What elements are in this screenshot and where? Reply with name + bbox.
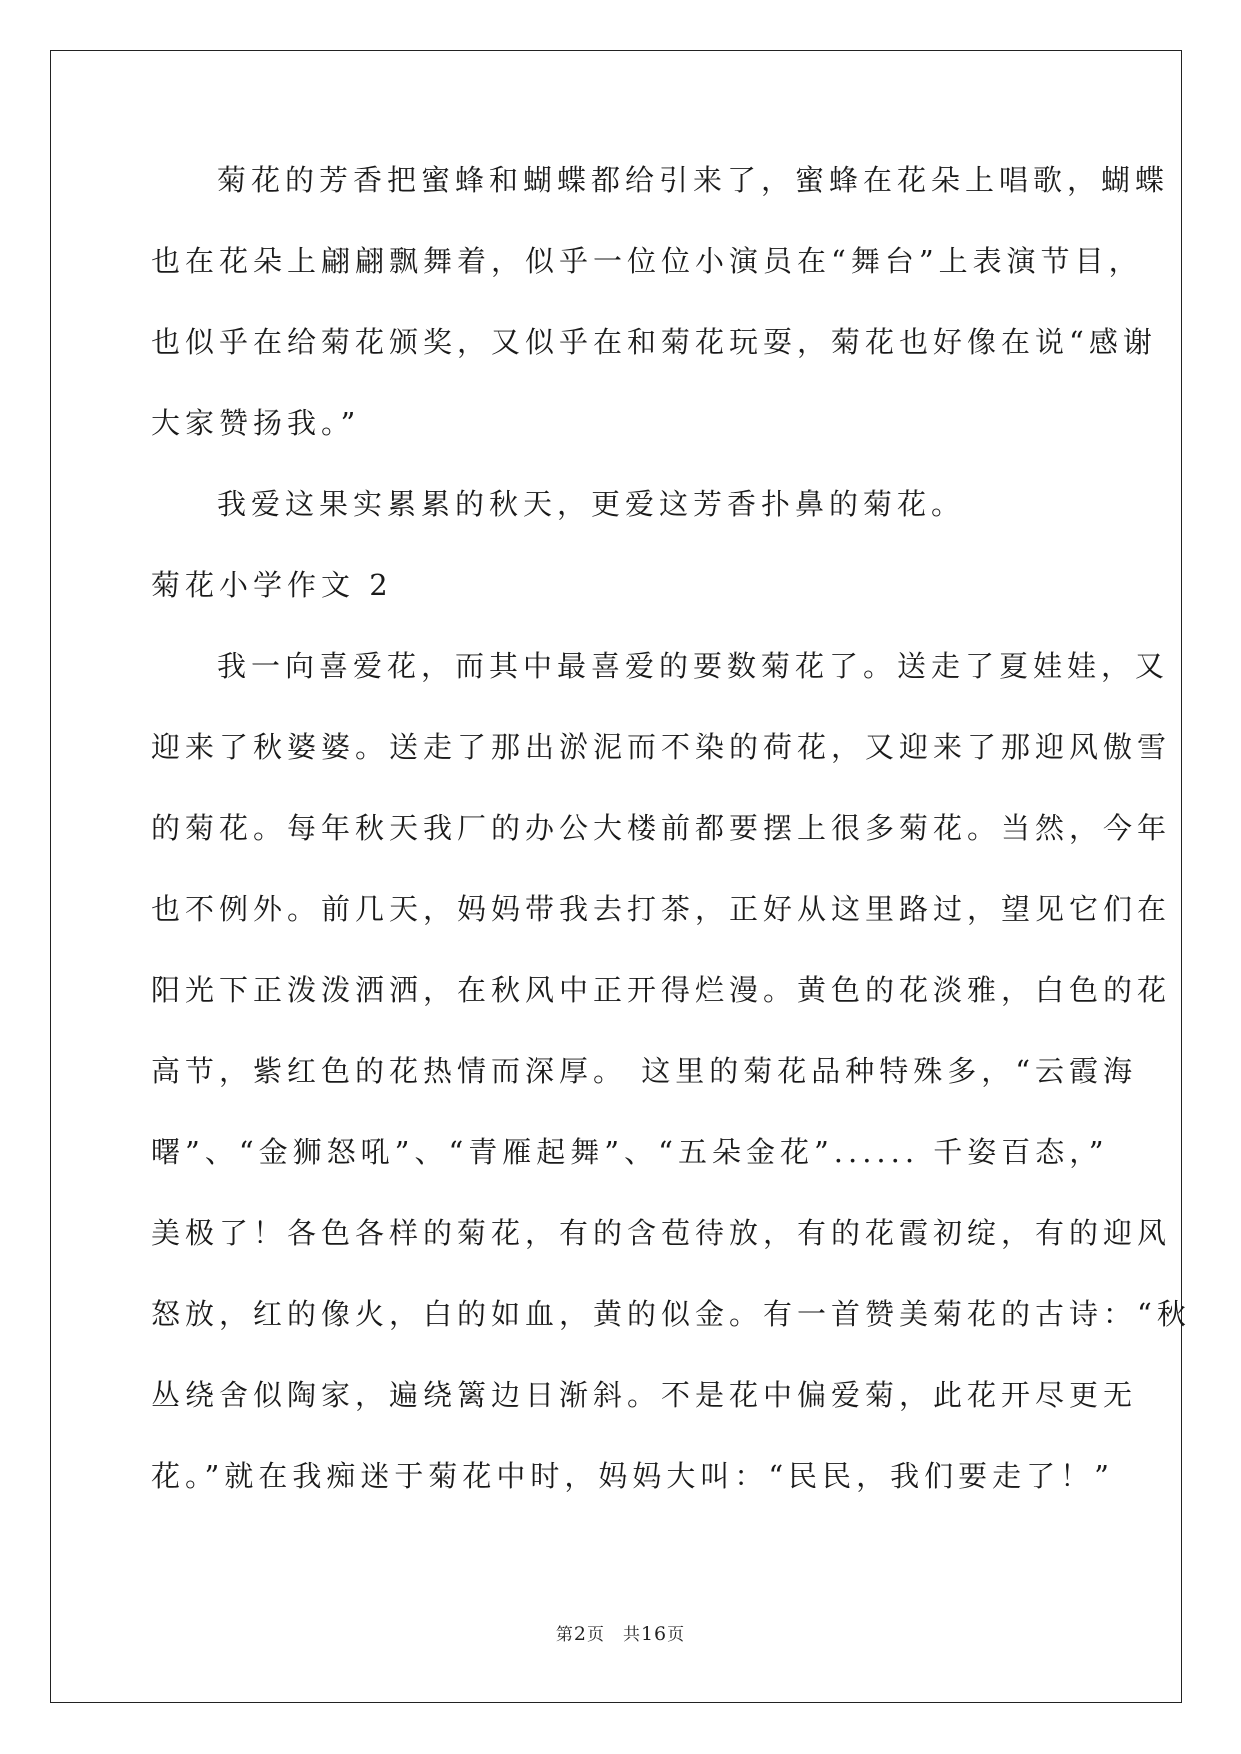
page-suffix: 页 <box>586 1625 605 1645</box>
paragraph-line: 我一向喜爱花，而其中最喜爱的要数菊花了。送走了夏娃娃，又 <box>217 649 1170 683</box>
paragraph-line: 的菊花。每年秋天我厂的办公大楼前都要摆上很多菊花。当然，今年 <box>151 811 1172 845</box>
paragraph-line: 也不例外。前几天，妈妈带我去打茶，正好从这里路过，望见它们在 <box>151 892 1172 926</box>
paragraph-line: 高节，紫红色的花热情而深厚。 这里的菊花品种特殊多，“云霞海 <box>151 1054 1138 1088</box>
paragraph-line: 曙”、“金狮怒吼”、“青雁起舞”、“五朵金花”...... 千姿百态，” <box>151 1135 1109 1169</box>
paragraph-line: 大家赞扬我。” <box>151 406 361 440</box>
page-number: 2 <box>573 1623 587 1645</box>
paragraph-line: 丛绕舍似陶家，遍绕篱边日渐斜。不是花中偏爱菊，此花开尽更无 <box>151 1378 1138 1412</box>
paragraph-line: 怒放，红的像火，白的如血，黄的似金。有一首赞美菊花的古诗：“秋 <box>151 1297 1191 1331</box>
page-footer <box>0 1620 1241 1645</box>
paragraph-line: 花。”就在我痴迷于菊花中时，妈妈大叫：“民民，我们要走了！” <box>151 1459 1114 1493</box>
document-body <box>151 162 1191 1539</box>
total-prefix: 共 <box>622 1625 641 1645</box>
paragraph-line: 也似乎在给菊花颁奖，又似乎在和菊花玩耍，菊花也好像在说“感谢 <box>151 325 1157 359</box>
paragraph-line: 迎来了秋婆婆。送走了那出淤泥而不染的荷花，又迎来了那迎风傲雪 <box>151 730 1172 764</box>
paragraph-line: 美极了！各色各样的菊花，有的含苞待放，有的花霞初绽，有的迎风 <box>151 1216 1172 1250</box>
total-pages: 16 <box>640 1623 668 1645</box>
paragraph-line: 菊花的芳香把蜜蜂和蝴蝶都给引来了，蜜蜂在花朵上唱歌，蝴蝶 <box>217 163 1170 197</box>
paragraph-line: 我爱这果实累累的秋天，更爱这芳香扑鼻的菊花。 <box>217 487 966 521</box>
total-suffix: 页 <box>667 1625 686 1645</box>
section-heading: 菊花小学作文 2 <box>151 568 393 602</box>
paragraph-line: 阳光下正泼泼洒洒，在秋风中正开得烂漫。黄色的花淡雅，白色的花 <box>151 973 1172 1007</box>
paragraph-line: 也在花朵上翩翩飘舞着，似乎一位位小演员在“舞台”上表演节目， <box>151 244 1143 278</box>
page-prefix: 第 <box>555 1625 574 1645</box>
